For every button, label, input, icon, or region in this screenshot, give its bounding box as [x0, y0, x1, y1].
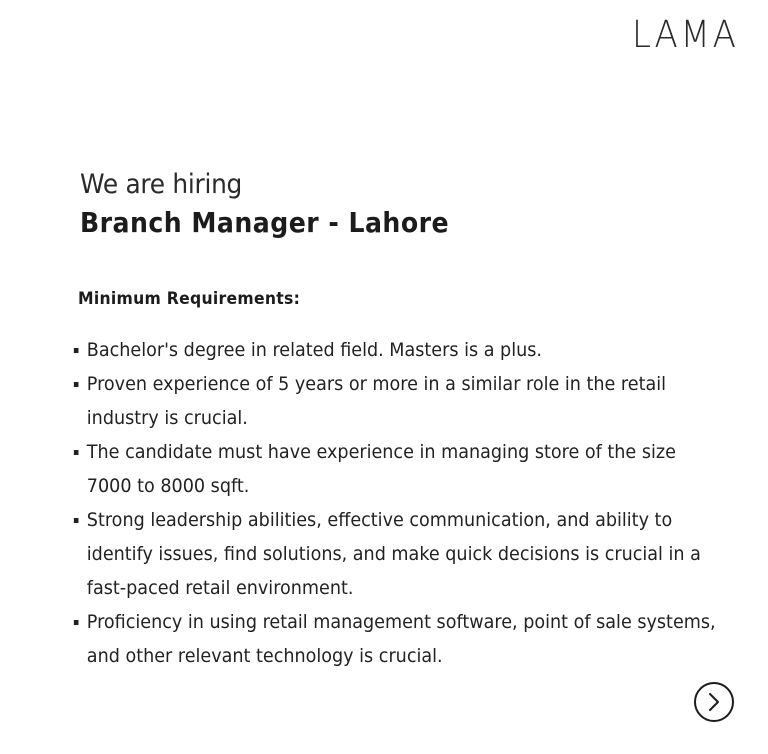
bullet-icon [74, 382, 79, 387]
bullet-icon [74, 620, 79, 625]
requirement-item [72, 333, 716, 367]
requirement-text: Proficiency in using retail management software, point of sale systems, and other relevant technology is crucial. [86, 611, 716, 667]
bullet-icon [74, 450, 79, 455]
requirement-item [72, 435, 716, 503]
requirements-heading: Minimum Requirements: [78, 289, 301, 309]
requirement-text: The candidate must have experience in managing store of the size 7000 to 8000 sqft. [86, 441, 676, 497]
requirement-text: Proven experience of 5 years or more in a similar role in the retail industry is crucial. [86, 373, 667, 429]
requirement-text: Strong leadership abilities, effective communication, and ability to identify issues, find solutions, and make quick decisions is crucial in a fast-paced retail environment. [86, 509, 701, 599]
bullet-icon [74, 348, 79, 353]
brand-logo: LAMA [632, 13, 739, 56]
requirements-list [72, 333, 716, 673]
chevron-right-icon [705, 691, 723, 713]
next-slide-button[interactable] [694, 682, 734, 722]
requirement-text: Bachelor's degree in related field. Masters is a plus. [86, 339, 542, 361]
requirement-item [72, 367, 716, 435]
requirement-item [72, 605, 716, 673]
hiring-intro: We are hiring [80, 169, 243, 200]
bullet-icon [74, 518, 79, 523]
job-title: Branch Manager - Lahore [80, 206, 450, 239]
requirement-item [72, 503, 716, 605]
